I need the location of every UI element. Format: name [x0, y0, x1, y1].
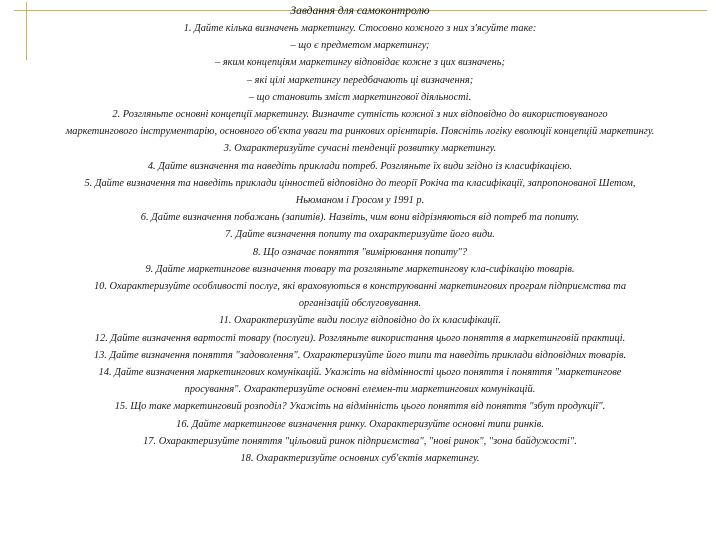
task-line: 12. Дайте визначення вартості товару (послуги). Розгляньте використання цього поняття в маркетинговій практиці.: [94, 332, 626, 344]
task-line: – що є предметом маркетингу;: [290, 40, 430, 52]
task-line: 13. Дайте визначення поняття "задоволення". Охарактеризуйте його типи та наведіть приклади відповідних товарів.: [93, 349, 627, 361]
task-line: 10. Охарактеризуйте особливості послуг, які враховуються в конструюванні маркетингових програм підприємства та: [93, 281, 627, 293]
task-line: 14. Дайте визначення маркетингових комунікацій. Укажіть на відмінності цього поняття і поняття "маркетингове: [98, 367, 622, 379]
task-line: 7. Дайте визначення попиту та охарактеризуйте його види.: [225, 229, 495, 241]
task-line: – що становить зміст маркетингової діяльності.: [248, 91, 472, 103]
task-line: маркетингового інструментарію, основного об'єкта уваги та ринкових орієнтирів. Поясніть логіку еволюції концепцій маркетингу.: [65, 126, 655, 138]
task-line: 1. Дайте кілька визначень маркетингу. Стосовно кожного з них з'ясуйте таке:: [183, 23, 537, 34]
task-line: 11. Охарактеризуйте види послуг відповідно до їх класифікації.: [219, 315, 501, 327]
task-line: – яким концепціям маркетингу відповідає кожне з цих визначень;: [215, 57, 505, 69]
task-line: 3. Охарактеризуйте сучасні тенденції розвитку маркетингу.: [223, 143, 497, 155]
task-line: 9. Дайте маркетингове визначення товару та розгляньте маркетингову кла-сифікацію товарів.: [145, 263, 575, 275]
task-line: 16. Дайте маркетингове визначення ринку. Охарактеризуйте основні типи ринків.: [176, 418, 544, 430]
task-line: 4. Дайте визначення та наведіть приклади потреб. Розгляньте їх види згідно із класифікацією.: [147, 160, 573, 172]
task-line: 8. Що означає поняття "вимірювання попиту"?: [252, 246, 468, 258]
page-title: Завдання для самоконтролю: [290, 5, 430, 17]
task-line: 5. Дайте визначення та наведіть приклади цінностей відповідно до теорії Рокіча та класифікації, запропонованої Шетом,: [84, 177, 636, 189]
task-line: Ньюманом і Гросом у 1991 р.: [295, 195, 425, 207]
task-line: 17. Охарактеризуйте поняття "цільовий ринок підприємства", "нові ринок", "зона байдужості".: [143, 435, 577, 447]
task-line: організацій обслуговування.: [298, 298, 422, 310]
task-line: просування". Охарактеризуйте основні елемен-ти маркетингових комунікацій.: [184, 384, 536, 396]
task-line: 6. Дайте визначення побажань (запитів). Назвіть, чим вони відрізняються від потреб та попиту.: [140, 212, 580, 224]
task-line: 18. Охарактеризуйте основних суб'єктів маркетингу.: [240, 453, 480, 465]
task-line: 15. Що таке маркетинговий розподіл? Укажіть на відмінність цього поняття від поняття "збут продукції".: [114, 401, 606, 413]
task-line: 2. Розгляньте основні концепції маркетингу. Визначте сутність кожної з них відповідно до використовуваного: [112, 109, 608, 121]
task-line: – які цілі маркетингу передбачають ці визначення;: [246, 74, 474, 86]
self-check-tasks: [20, 2, 700, 467]
